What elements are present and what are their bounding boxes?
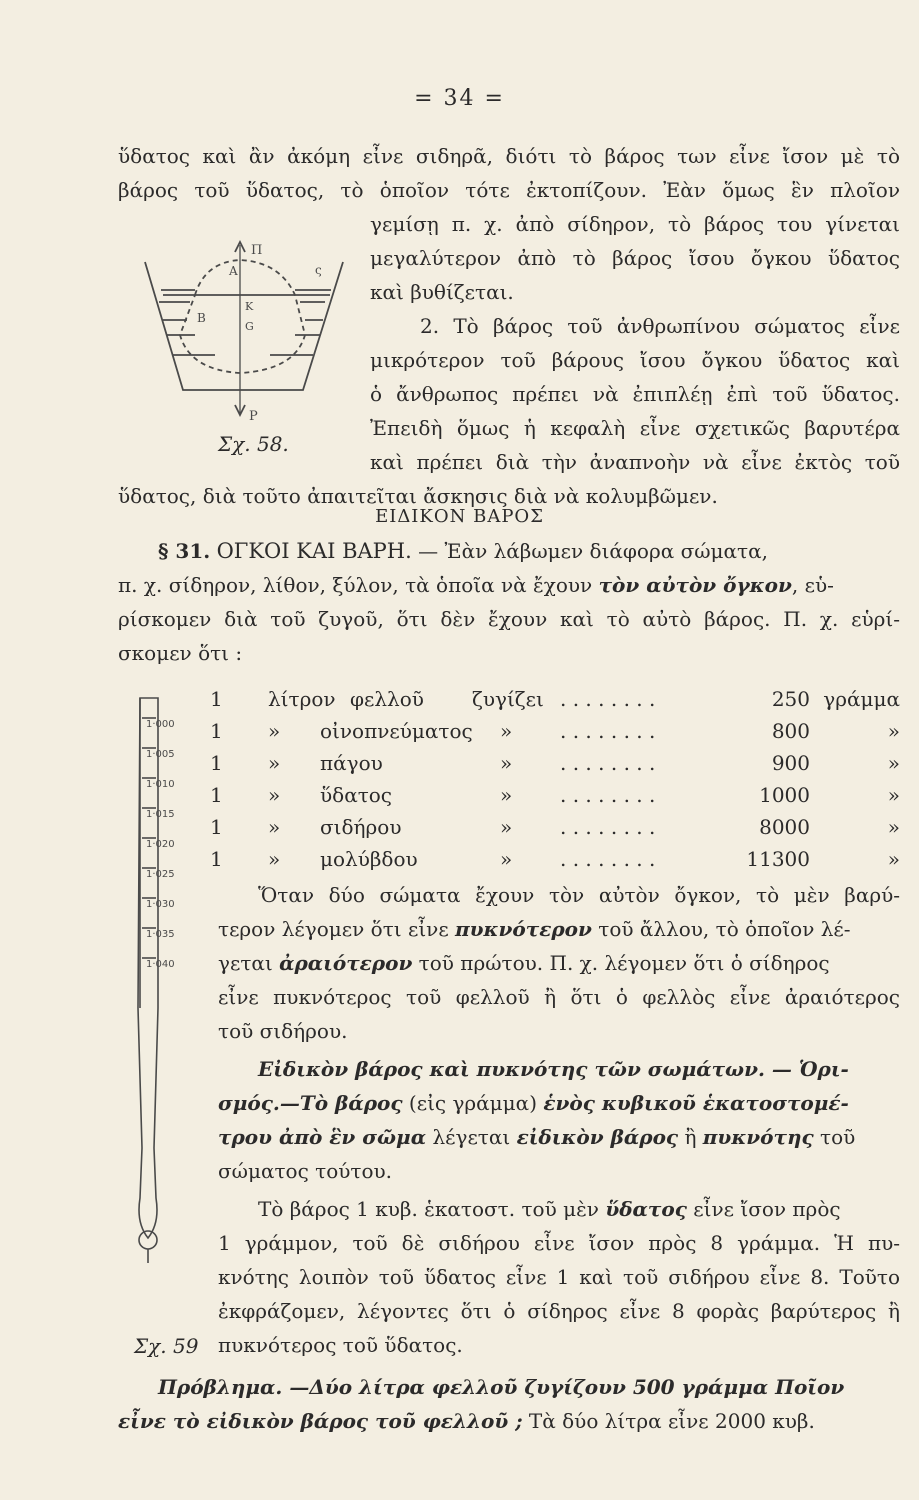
problem-line1: Πρόβλημα. —Δύο λίτρα φελλοῦ ζυγίζουν 500 γράμμα Ποῖον: [158, 1375, 845, 1399]
figure-58-vessel: [135, 240, 355, 430]
scale-label: 1·035: [146, 929, 175, 940]
section-31-line1: [158, 536, 900, 566]
text-line: π. χ. σίδηρον, λίθον, ξύλον, τὰ ὁποῖα νὰ ἔχουν τὸν αὐτὸν ὄγκον, εὑ-: [118, 573, 834, 597]
text-line: ὕδατος, διὰ τοῦτο ἀπαιτεῖται ἄσκησις διὰ νὰ κολυμβῶμεν.: [118, 484, 718, 508]
table-row: 1 » ὕδατος » . . . . . . . . 1000 »: [210, 783, 900, 807]
text-line: ἐκφράζομεν, λέγοντες ὅτι ὁ σίδηρος εἶνε 8 φορὰς βαρύτερος ἢ: [218, 1299, 900, 1323]
text-line: ρίσκομεν διὰ τοῦ ζυγοῦ, ὅτι δὲν ἔχουν καὶ τὸ αὐτὸ βάρος. Π. χ. εὑρί-: [118, 607, 900, 631]
label-b: B: [197, 311, 206, 325]
table-row: 1 » σιδήρου » . . . . . . . . 8000 »: [210, 815, 900, 839]
text-line: μεγαλύτερον ἀπὸ τὸ βάρος ἴσου ὄγκου ὕδατος: [370, 246, 900, 270]
text-line: γεμίσῃ π. χ. ἀπὸ σίδηρον, τὸ βάρος του γίνεται: [370, 212, 900, 236]
scale-label: 1·040: [146, 959, 175, 970]
text-line: μικρότερον τοῦ βάρους ἴσου ὄγκου ὕδατος καὶ: [370, 348, 900, 372]
table-row: 1 » οἰνοπνεύματος » . . . . . . . . 800 »: [210, 719, 900, 743]
text-line: τρου ἀπὸ ἓν σῶμα λέγεται εἰδικὸν βάρος ἢ πυκνότης τοῦ: [218, 1125, 856, 1149]
page-header: = 34 =: [414, 86, 505, 111]
hydrometer-bulb: [139, 1231, 157, 1249]
label-g: G: [245, 320, 254, 333]
section-heading: ΕΙΔΙΚΟΝ ΒΑΡΟΣ: [375, 506, 544, 527]
table-row: 1 » μολύβδου » . . . . . . . . 11300 »: [210, 847, 900, 871]
page-number: 34: [443, 86, 476, 111]
vessel-outline: [145, 262, 343, 390]
scale-label: 1·025: [146, 869, 175, 880]
scale-label: 1·000: [146, 719, 175, 730]
text-line: εἶνε πυκνότερος τοῦ φελλοῦ ἢ ὅτι ὁ φελλὸς εἶνε ἀραιότερος: [218, 985, 900, 1009]
text-line: Τὸ βάρος 1 κυβ. ἑκατοστ. τοῦ μὲν ὕδατος εἶνε ἴσον πρὸς: [258, 1197, 841, 1221]
text-line: πυκνότερος τοῦ ὕδατος.: [218, 1333, 463, 1357]
section-number: § 31.: [158, 539, 211, 563]
label-c: ς: [315, 263, 322, 277]
hydrometer-scale: [146, 710, 175, 980]
text-line: τοῦ σιδήρου.: [218, 1019, 348, 1043]
scale-label: 1·015: [146, 809, 175, 820]
label-k: K: [245, 300, 254, 313]
text-line: βάρος τοῦ ὕδατος, τὸ ὁποῖον τότε ἐκτοπίζουν. Ἐὰν ὅμως ἓν πλοῖον: [118, 178, 900, 202]
text-line: γεται ἀραιότερον τοῦ πρώτου. Π. χ. λέγομεν ὅτι ὁ σίδηρος: [218, 951, 830, 975]
definition-title: Εἰδικὸν βάρος καὶ πυκνότης τῶν σωμάτων. — Ὁρι-: [258, 1057, 849, 1081]
text-line: τερον λέγομεν ὅτι εἶνε πυκνότερον τοῦ ἄλλου, τὸ ὁποῖον λέ-: [218, 917, 851, 941]
text-line: ὕδατος καὶ ἂν ἀκόμη εἶνε σιδηρᾶ, διότι τὸ βάρος των εἶνε ἴσον μὲ τὸ: [118, 144, 900, 168]
section-text: — Ἐὰν λάβωμεν διάφορα σώματα,: [418, 539, 768, 563]
label-pi: Π: [251, 243, 263, 258]
text-line: Ἐπειδὴ ὅμως ἡ κεφαλὴ εἶνε σχετικῶς βαρυτέρα: [370, 416, 900, 440]
section-title: ΟΓΚΟΙ ΚΑΙ ΒΑΡΗ.: [216, 539, 412, 563]
scale-label: 1·005: [146, 749, 175, 760]
scale-label: 1·030: [146, 899, 175, 910]
text-line: καὶ πρέπει διὰ τὴν ἀναπνοὴν νὰ εἶνε ἐκτὸς τοῦ: [370, 450, 900, 474]
scale-label: 1·010: [146, 779, 175, 790]
label-p: P: [249, 409, 258, 424]
text-line: σμός.—Τὸ βάρος (εἰς γράμμα) ἑνὸς κυβικοῦ ἑκατοστομέ-: [218, 1091, 849, 1115]
text-line: σώματος τούτου.: [218, 1159, 393, 1183]
text-line: Ὅταν δύο σώματα ἔχουν τὸν αὐτὸν ὄγκον, τὸ μὲν βαρύ-: [258, 883, 900, 907]
text-line: κνότης λοιπὸν τοῦ ὕδατος εἶνε 1 καὶ τοῦ σιδήρου εἶνε 8. Τοῦτο: [218, 1265, 900, 1289]
table-row: 1 λίτρον φελλοῦ ζυγίζει . . . . . . . . 250 γράμμα: [210, 687, 900, 711]
text-line: 2. Τὸ βάρος τοῦ ἀνθρωπίνου σώματος εἶνε: [420, 314, 900, 338]
label-a: A: [229, 264, 238, 278]
figure-58-caption: Σχ. 58.: [218, 432, 289, 456]
problem-line2: εἶνε τὸ εἰδικὸν βάρος τοῦ φελλοῦ ; Τὰ δύο λίτρα εἶνε 2000 κυβ.: [118, 1409, 815, 1433]
text-line: καὶ βυθίζεται.: [370, 280, 514, 304]
text-line: ὁ ἄνθρωπος πρέπει νὰ ἐπιπλέῃ ἐπὶ τοῦ ὕδατος.: [370, 382, 900, 406]
figure-59-caption: Σχ. 59: [134, 1334, 199, 1358]
table-row: 1 » πάγου » . . . . . . . . 900 »: [210, 751, 900, 775]
scale-label: 1·020: [146, 839, 175, 850]
text-line: σκομεν ὅτι :: [118, 641, 243, 665]
text-line: 1 γράμμον, τοῦ δὲ σιδήρου εἶνε ἴσον πρὸς 8 γράμμα. Ἡ πυ-: [218, 1231, 900, 1255]
